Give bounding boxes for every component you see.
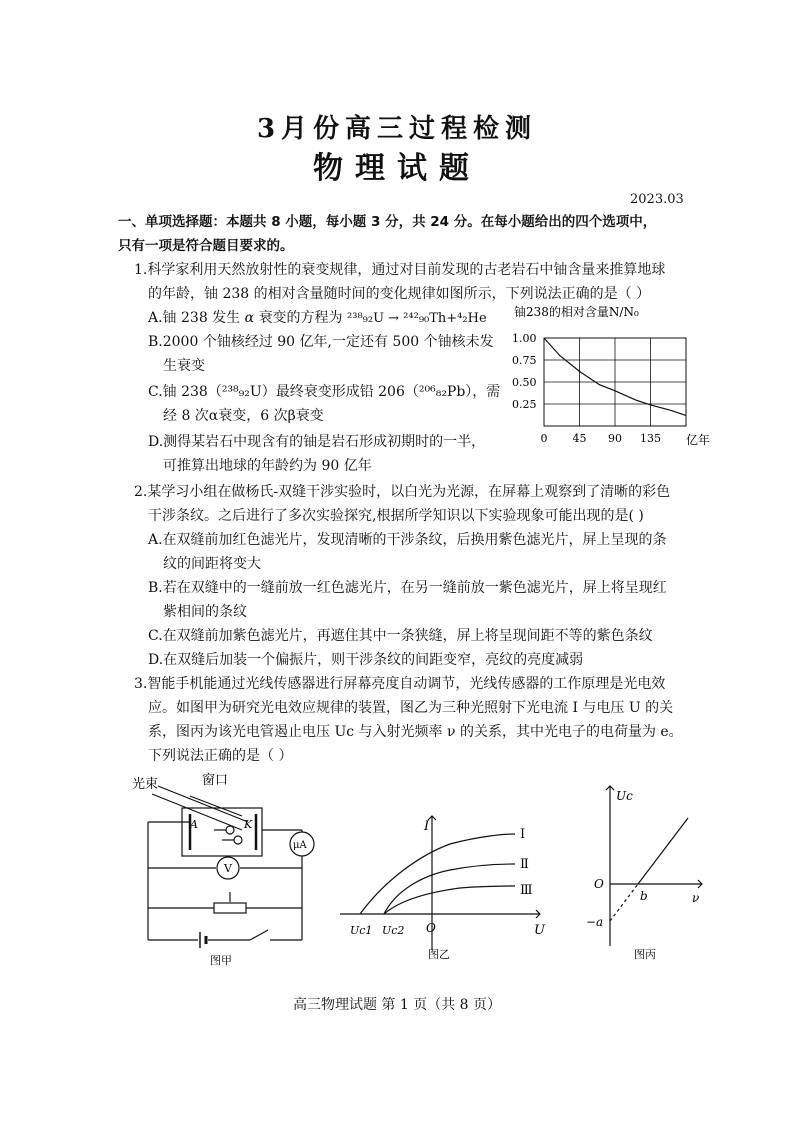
q2-option-c: C.在双缝前加紫色滤光片，再遮住其中一条狭缝，屏上将呈现间距不等的紫色条纹	[148, 628, 653, 644]
alpha-symbol: α	[244, 310, 255, 326]
window-label: 窗口	[202, 773, 229, 788]
exam-date: 2023.03	[630, 192, 684, 207]
curve-1	[360, 834, 515, 914]
i-axis-label: I	[424, 819, 430, 834]
q2-option-a-line2: 纹的间距将变大	[163, 556, 261, 572]
voltmeter-label: V	[224, 862, 232, 875]
anode-label: A	[190, 818, 198, 831]
nu-axis-label: ν	[692, 891, 700, 905]
q1-option-a	[148, 308, 487, 329]
electron-symbol	[234, 836, 242, 844]
q1-option-a-text2: 衰变的方程为	[258, 310, 343, 326]
decay-equation: ²³⁸₉₂U → ²⁴²₉₀Th+⁴₂He	[347, 311, 487, 326]
uc-axis-label: Uc	[616, 789, 633, 803]
q1-option-d-line2: 可推算出地球的年龄约为 90 亿年	[163, 458, 372, 474]
uc2-label: Uc2	[382, 924, 405, 937]
q1-option-c-line2: 经 8 次α衰变，6 次β衰变	[163, 408, 324, 424]
light-beam-label: 光束	[132, 777, 159, 792]
q2-option-d: D.在双缝后加装一个偏振片，则干涉条纹的间距变窄，亮纹的亮度减弱	[148, 652, 584, 668]
q2-option-a-line1: A.在双缝前加红色滤光片，发现清晰的干涉条纹，后换用紫色滤光片，屏上呈现的条	[148, 532, 667, 548]
u-axis-label: U	[534, 923, 545, 938]
figure-yi-iu-graph	[340, 810, 550, 960]
y-tick-label: 0.75	[512, 354, 537, 367]
x-tick-label: 45	[572, 432, 587, 445]
q1-stem-line1: 1.科学家利用天然放射性的衰变规律，通过对目前发现的古老岩石中铀含量来推算地球	[134, 262, 666, 278]
beam-line	[190, 796, 242, 816]
q3-stem-line4: 下列说法正确的是（ ）	[148, 748, 293, 764]
cathode-label: K	[244, 818, 253, 831]
exam-subject: 物理试题	[313, 151, 481, 186]
rheostat	[214, 903, 246, 913]
electron-symbol	[226, 826, 234, 834]
q2-option-b-line2: 紫相间的条纹	[163, 604, 247, 620]
x-tick-label: 135	[640, 432, 661, 445]
figure-bing-caption: 图丙	[634, 948, 656, 961]
q1-option-a-text: A.铀 238 发生	[148, 310, 241, 326]
q3-stem-line1: 3.智能手机能通过光线传感器进行屏幕亮度自动调节，光线传感器的工作原理是光电效	[134, 676, 666, 692]
section-heading-line2: 只有一项是符合题目要求的。	[118, 238, 294, 254]
switch	[250, 930, 268, 940]
figure-jia-circuit	[130, 770, 330, 970]
q1-option-c-line1: C.铀 238（²³⁸₉₂U）最终衰变形成铅 206（²⁰⁶₈₂Pb），需	[148, 384, 501, 400]
q2-stem-line1: 2.某学习小组在做杨氏-双缝干涉实验时，以白光为光源，在屏幕上观察到了清晰的彩色	[134, 484, 671, 500]
x-tick-label: 0	[540, 432, 548, 445]
uc-extension-dashed	[610, 884, 638, 921]
beam-line	[158, 786, 248, 822]
q1-stem-line2: 的年龄，铀 238 的相对含量随时间的变化规律如图所示，下列说法正确的是（ ）	[148, 286, 651, 302]
neg-a-label: −a	[586, 915, 604, 929]
page-footer: 高三物理试题 第 1 页（共 8 页）	[292, 997, 502, 1013]
photocell-tube	[182, 808, 262, 856]
ammeter-label: μA	[293, 840, 307, 851]
section-heading-line1: 一、单项选择题：本题共 8 小题，每小题 3 分，共 24 分。在每小题给出的四个选项中，	[118, 214, 657, 230]
uc1-label: Uc1	[350, 924, 373, 937]
q1-option-b-line2: 生衰变	[163, 358, 205, 374]
uc-line	[638, 818, 688, 884]
x-tick-label: 90	[608, 432, 622, 445]
q2-option-b-line1: B.若在双缝中的一缝前放一红色滤光片，在另一缝前放一紫色滤光片，屏上将呈现红	[148, 580, 667, 596]
uranium-decay-chart	[500, 300, 720, 450]
q1-option-d-line1: D.测得某岩石中现含有的铀是岩石形成初期时的一半，	[148, 434, 486, 450]
exam-title: 3月份高三过程检测	[256, 114, 538, 144]
origin-label: O	[594, 877, 604, 891]
q2-stem-line2: 干涉条纹。之后进行了多次实验探究,根据所学知识以下实验现象可能出现的是( )	[148, 508, 644, 524]
y-tick-label: 1.00	[512, 332, 537, 345]
y-tick-label: 0.25	[512, 398, 537, 411]
q3-stem-line3: 系，图丙为该光电管遏止电压 Uc 与入射光频率 ν 的关系，其中光电子的电荷量为 e。	[148, 724, 683, 740]
figure-jia-caption: 图甲	[210, 954, 232, 967]
curve-1-label: Ⅰ	[520, 827, 526, 842]
figure-yi-caption: 图乙	[428, 948, 450, 960]
chart-title: 铀238的相对含量N/N₀	[514, 305, 639, 319]
x-axis-label: 亿年	[686, 433, 711, 447]
b-label: b	[640, 889, 648, 903]
q3-stem-line2: 应。如图甲为研究光电效应规律的装置，图乙为三种光照射下光电流 I 与电压 U 的关	[148, 700, 674, 716]
origin-label: O	[426, 921, 436, 935]
figure-bing-uc-graph	[580, 780, 720, 965]
q1-option-b-line1: B.2000 个铀核经过 90 亿年,一定还有 500 个铀核未发	[148, 334, 494, 350]
curve-3-label: Ⅲ	[520, 883, 533, 898]
curve-2-label: Ⅱ	[520, 857, 529, 872]
y-tick-label: 0.50	[512, 376, 537, 389]
